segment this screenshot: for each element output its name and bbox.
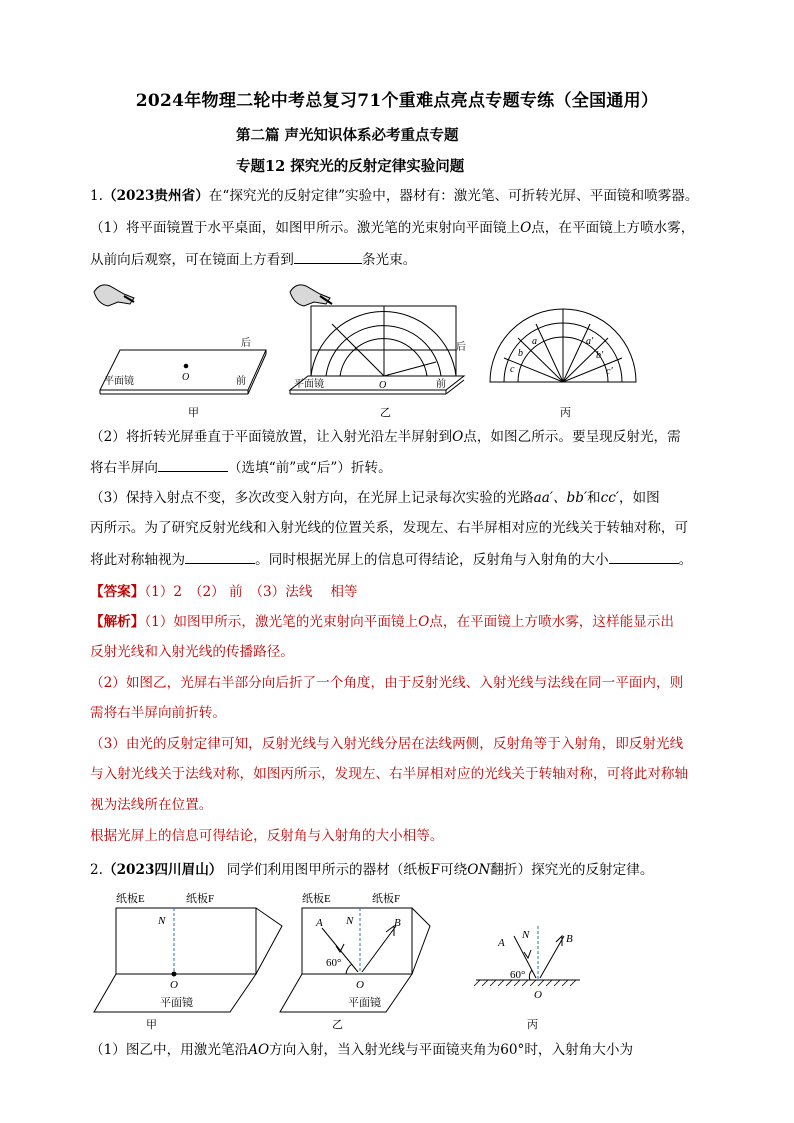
topic-heading: 专题12 探究光的反射定律实验问题 xyxy=(236,158,465,175)
svg-text:c: c xyxy=(510,364,515,375)
caption-bing: 丙 xyxy=(527,1018,538,1031)
section-heading: 第二篇 声光知识体系必考重点专题 xyxy=(236,127,459,144)
svg-text:N: N xyxy=(522,929,530,941)
svg-text:O: O xyxy=(182,372,190,383)
q1-part1-line2: 从前向后观察，可在镜面上方看到 条光束。 xyxy=(90,249,416,270)
svg-text:60°: 60° xyxy=(326,957,342,969)
q1-part3-line3: 将此对称轴视为 。同时根据光屏上的信息可得结论，反射角与入射角的大小 。 xyxy=(90,549,692,570)
caption-bing: 丙 xyxy=(560,406,571,419)
svg-text:纸板F: 纸板F xyxy=(186,893,215,905)
q1-figure xyxy=(86,278,646,418)
svg-text:平面镜: 平面镜 xyxy=(348,997,381,1009)
svg-text:纸板F: 纸板F xyxy=(372,893,401,905)
svg-text:N: N xyxy=(158,915,166,927)
q1-part1-line1: （1）将平面镜置于水平桌面，如图甲所示。激光笔的光束射向平面镜上O点，在平面镜上方喷水雾， xyxy=(90,220,695,236)
svg-text:后: 后 xyxy=(241,338,251,349)
caption-jia: 甲 xyxy=(146,1018,157,1031)
q1-analysis-3b: 与入射光线关于法线对称，如图丙所示，发现左、右半屏相对应的光线关于转轴对称，可将此对称轴 xyxy=(90,766,689,782)
caption-jia: 甲 xyxy=(188,406,199,419)
svg-text:60°: 60° xyxy=(510,969,526,981)
answer-blank[interactable] xyxy=(609,549,679,564)
svg-text:c′: c′ xyxy=(606,366,613,377)
answer-blank[interactable] xyxy=(158,457,228,472)
svg-text:O: O xyxy=(379,380,387,391)
q1-analysis-1b: 反射光线和入射光线的传播路径。 xyxy=(90,644,294,660)
svg-text:O: O xyxy=(356,979,364,991)
hand-icon xyxy=(94,285,134,306)
q1-analysis-3c: 视为法线所在位置。 xyxy=(90,797,213,813)
svg-text:平面镜: 平面镜 xyxy=(294,379,324,390)
q1-analysis-2b: 需将右半屏向前折转。 xyxy=(90,705,226,721)
svg-text:b: b xyxy=(518,348,523,359)
q1-answer: 【答案】（1）2 （2） 前 （3）法线 相等 xyxy=(90,584,358,600)
q2-stem: 2.（2023四川眉山） 同学们利用图甲所示的器材（纸板F可绕ON翻折）探究光的反射定律。 xyxy=(90,862,654,878)
q2-part1: （1）图乙中，用激光笔沿AO方向入射，当入射光线与平面镜夹角为60°时，入射角大小为 xyxy=(90,1042,634,1058)
q1-part2-line2: 将右半屏向 （选填“前”或“后”）折转。 xyxy=(90,457,392,478)
svg-text:前: 前 xyxy=(436,379,446,390)
hand-icon xyxy=(290,285,330,306)
q1-analysis-1: 【解析】（1）如图甲所示，激光笔的光束射向平面镜上O点，在平面镜上方喷水雾，这样能显示出 xyxy=(90,614,674,630)
q1-stem: 1.（2023贵州省）在“探究光的反射定律”实验中，器材有：激光笔、可折转光屏、平面镜和喷雾器。 xyxy=(90,188,699,204)
svg-text:前: 前 xyxy=(236,376,246,387)
q1-part3-line2: 丙所示。为了研究反射光线和入射光线的位置关系，发现左、右半屏相对应的光线关于转轴对称，可 xyxy=(90,520,689,536)
q1-part2-line1: （2）将折转光屏垂直于平面镜放置，让入射光沿左半屏射到O点，如图乙所示。要呈现反射光，需 xyxy=(90,429,681,445)
caption-yi: 乙 xyxy=(332,1018,343,1031)
svg-text:B: B xyxy=(394,917,401,929)
svg-text:A: A xyxy=(316,917,323,929)
q2-figure xyxy=(90,886,650,1018)
svg-text:O: O xyxy=(170,979,178,991)
svg-text:a: a xyxy=(532,336,537,347)
svg-text:平面镜: 平面镜 xyxy=(160,997,193,1009)
svg-text:纸板E: 纸板E xyxy=(116,893,145,905)
svg-text:a′: a′ xyxy=(586,336,594,347)
q1-analysis-2: （2）如图乙，光屏右半部分向后折了一个角度，由于反射光线、入射光线与法线在同一平面内，则 xyxy=(90,675,684,691)
svg-text:纸板E: 纸板E xyxy=(302,893,331,905)
page-title: 2024年物理二轮中考总复习71个重难点亮点专题专练（全国通用） xyxy=(135,91,659,111)
svg-text:O: O xyxy=(534,989,542,1001)
svg-text:平面镜: 平面镜 xyxy=(104,376,134,387)
q1-analysis-4: 根据光屏上的信息可得结论，反射角与入射角的大小相等。 xyxy=(90,828,444,844)
svg-text:B: B xyxy=(566,933,573,945)
svg-text:b′: b′ xyxy=(596,350,604,361)
svg-text:后: 后 xyxy=(456,342,466,353)
answer-blank[interactable] xyxy=(185,549,255,564)
caption-yi: 乙 xyxy=(380,406,391,419)
svg-text:A: A xyxy=(498,937,505,949)
svg-text:N: N xyxy=(346,915,354,927)
q1-part3-line1: （3）保持入射点不变，多次改变入射方向，在光屏上记录每次实验的光路aa′、bb′和cc′，如图 xyxy=(90,490,660,506)
q1-analysis-3: （3）由光的反射定律可知，反射光线与入射光线分居在法线两侧，反射角等于入射角，即反射光线 xyxy=(90,736,684,752)
answer-blank[interactable] xyxy=(294,249,362,264)
mirror-yi xyxy=(280,974,412,1012)
